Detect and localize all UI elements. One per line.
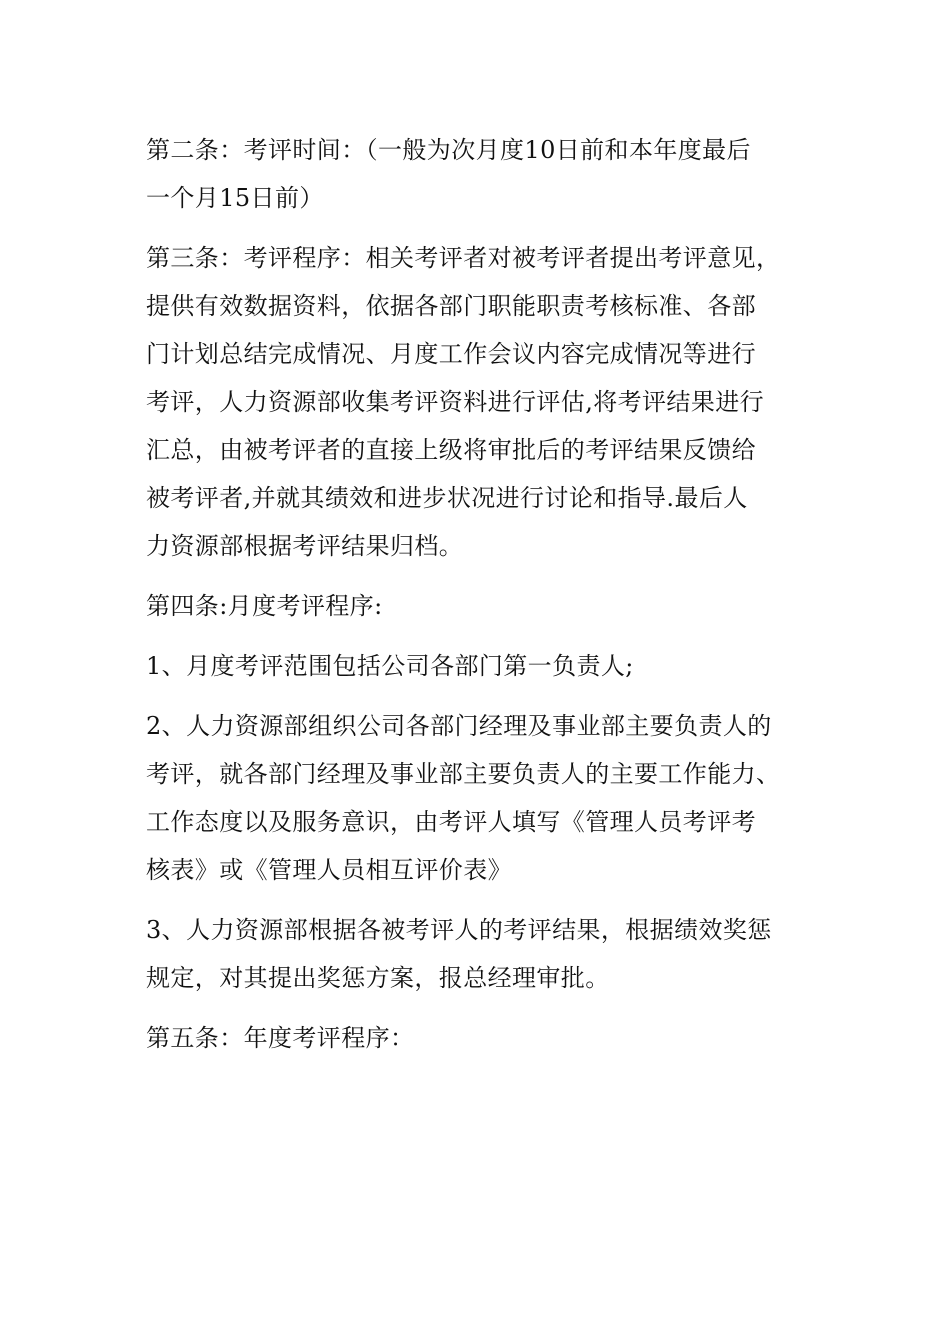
text-line: 门计划总结完成情况、月度工作会议内容完成情况等进行	[146, 340, 756, 368]
text-line: 核表》或《管理人员相互评价表》	[146, 856, 512, 884]
text-line: 1、月度考评范围包括公司各部门第一负责人;	[146, 652, 634, 680]
paragraph-item-2	[146, 702, 806, 894]
text-line: 被考评者,并就其绩效和进步状况进行讨论和指导.最后人	[146, 484, 748, 512]
text-line: 第三条：考评程序：相关考评者对被考评者提出考评意见，	[146, 244, 781, 272]
text-line: 提供有效数据资料，依据各部门职能职责考核标准、各部	[146, 292, 756, 320]
text-line: 力资源部根据考评结果归档。	[146, 532, 464, 560]
text-line: 工作态度以及服务意识，由考评人填写《管理人员考评考	[146, 808, 756, 836]
text-line: 规定，对其提出奖惩方案，报总经理审批。	[146, 964, 610, 992]
text-line: 汇总，由被考评者的直接上级将审批后的考评结果反馈给	[146, 436, 756, 464]
text-line: 2、人力资源部组织公司各部门经理及事业部主要负责人的	[146, 712, 772, 740]
text-line: 第四条:月度考评程序:	[146, 592, 383, 620]
text-line: 一个月15日前）	[146, 184, 324, 212]
paragraph-article-4-heading	[146, 582, 806, 630]
paragraph-item-3	[146, 906, 806, 1002]
text-line: 第五条：年度考评程序：	[146, 1024, 415, 1052]
paragraph-article-5-heading	[146, 1014, 806, 1062]
text-line: 3、人力资源部根据各被考评人的考评结果，根据绩效奖惩	[146, 916, 772, 944]
text-line: 第二条：考评时间：（一般为次月度10日前和本年度最后	[146, 136, 751, 164]
text-line: 考评，人力资源部收集考评资料进行评估,将考评结果进行	[146, 388, 765, 416]
text-line: 考评，就各部门经理及事业部主要负责人的主要工作能力、	[146, 760, 781, 788]
paragraph-item-1	[146, 642, 806, 690]
document-page	[146, 126, 806, 1074]
paragraph-article-3	[146, 234, 806, 570]
paragraph-article-2	[146, 126, 806, 222]
